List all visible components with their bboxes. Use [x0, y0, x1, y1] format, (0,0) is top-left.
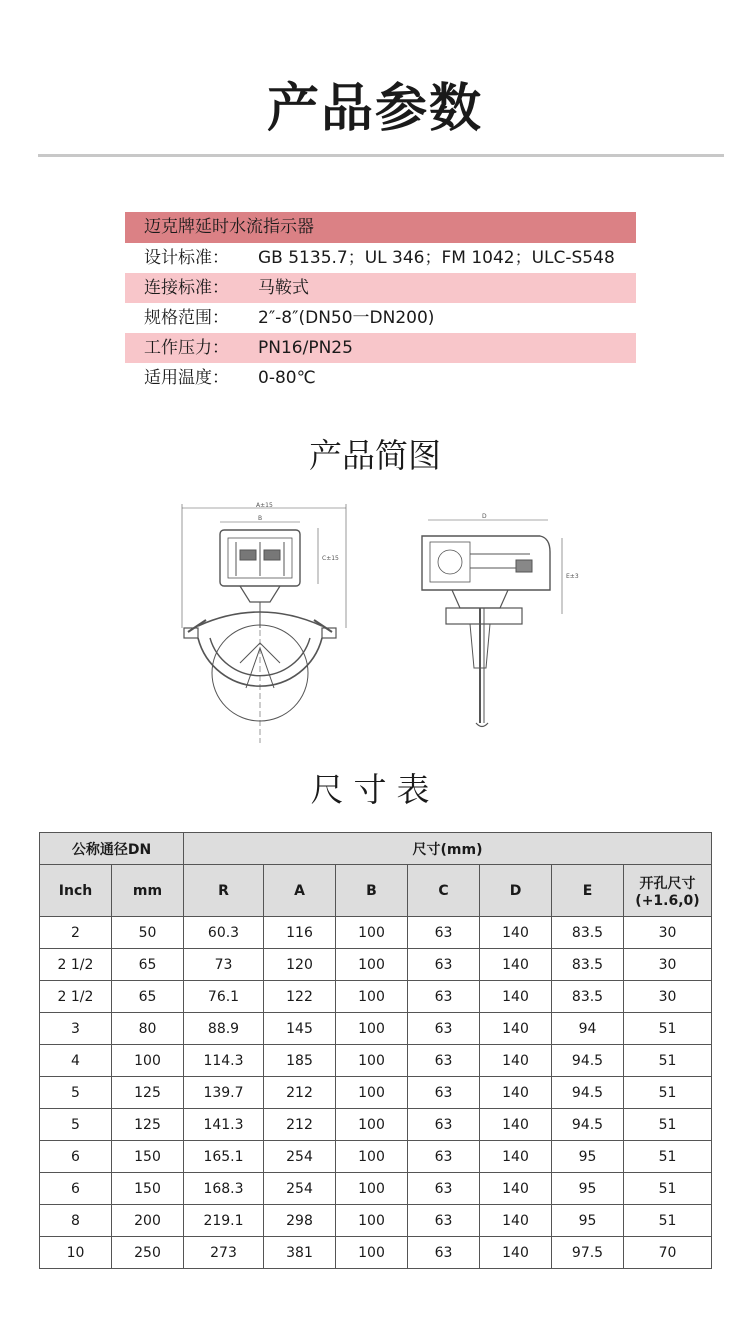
cell-d: 140: [480, 1013, 552, 1045]
cell-b: 100: [336, 917, 408, 949]
cell-hole: 51: [624, 1109, 712, 1141]
cell-a: 212: [264, 1077, 336, 1109]
cell-e: 94.5: [552, 1045, 624, 1077]
table-row: [40, 1173, 712, 1205]
col-b-header: B: [336, 865, 408, 917]
cell-mm: 125: [112, 1077, 184, 1109]
spec-row-connection: [125, 273, 636, 303]
cell-inch: 4: [40, 1045, 112, 1077]
table-row: [40, 1205, 712, 1237]
cell-b: 100: [336, 1045, 408, 1077]
cell-e: 94.5: [552, 1109, 624, 1141]
cell-a: 185: [264, 1045, 336, 1077]
cell-r: 139.7: [184, 1077, 264, 1109]
spec-row-pressure: [125, 333, 636, 363]
cell-a: 122: [264, 981, 336, 1013]
spec-label: 工作压力：: [144, 338, 229, 358]
cell-r: 60.3: [184, 917, 264, 949]
cell-inch: 5: [40, 1109, 112, 1141]
spec-label: 适用温度：: [144, 368, 229, 388]
cell-b: 100: [336, 1077, 408, 1109]
col-inch-header: Inch: [40, 865, 112, 917]
cell-inch: 2: [40, 917, 112, 949]
hole-header-line2: (+1.6,0): [635, 892, 700, 909]
cell-b: 100: [336, 1205, 408, 1237]
cell-a: 120: [264, 949, 336, 981]
spec-label: 设计标准：: [144, 248, 229, 268]
col-e-header: E: [552, 865, 624, 917]
cell-e: 83.5: [552, 949, 624, 981]
product-drawing: [170, 498, 590, 758]
table-row: [40, 981, 712, 1013]
cell-e: 97.5: [552, 1237, 624, 1269]
cell-mm: 100: [112, 1045, 184, 1077]
table-row: [40, 1237, 712, 1269]
cell-hole: 51: [624, 1205, 712, 1237]
col-r-header: R: [184, 865, 264, 917]
cell-c: 63: [408, 1045, 480, 1077]
table-row: [40, 1045, 712, 1077]
group-size-header: 尺寸(mm): [184, 833, 712, 865]
front-view: [182, 502, 346, 743]
drawing-section-title: 产品简图: [309, 436, 441, 475]
cell-d: 140: [480, 1237, 552, 1269]
cell-mm: 50: [112, 917, 184, 949]
cell-hole: 51: [624, 1045, 712, 1077]
cell-c: 63: [408, 1205, 480, 1237]
cell-r: 114.3: [184, 1045, 264, 1077]
cell-e: 95: [552, 1205, 624, 1237]
cell-mm: 65: [112, 949, 184, 981]
cell-a: 381: [264, 1237, 336, 1269]
cell-b: 100: [336, 1141, 408, 1173]
side-view: [422, 513, 579, 727]
cell-d: 140: [480, 949, 552, 981]
dimension-label: B: [258, 515, 263, 522]
col-hole-header: [624, 865, 712, 917]
cell-a: 298: [264, 1205, 336, 1237]
cell-d: 140: [480, 1045, 552, 1077]
spec-value: 2″-8″(DN50一DN200): [258, 308, 435, 328]
cell-r: 168.3: [184, 1173, 264, 1205]
spec-label: 连接标准：: [144, 278, 229, 298]
cell-inch: 3: [40, 1013, 112, 1045]
cell-c: 63: [408, 1077, 480, 1109]
dimension-label: D: [482, 513, 487, 520]
col-a-header: A: [264, 865, 336, 917]
spec-value: 马鞍式: [258, 278, 309, 298]
cell-b: 100: [336, 1237, 408, 1269]
cell-hole: 30: [624, 949, 712, 981]
col-mm-header: mm: [112, 865, 184, 917]
cell-r: 88.9: [184, 1013, 264, 1045]
cell-c: 63: [408, 981, 480, 1013]
cell-d: 140: [480, 1205, 552, 1237]
dimension-label: C±15: [322, 555, 339, 562]
cell-hole: 30: [624, 917, 712, 949]
cell-a: 145: [264, 1013, 336, 1045]
cell-c: 63: [408, 1141, 480, 1173]
cell-inch: 2 1/2: [40, 949, 112, 981]
table-group-header: [40, 833, 712, 865]
cell-r: 73: [184, 949, 264, 981]
cell-c: 63: [408, 1013, 480, 1045]
cell-e: 95: [552, 1173, 624, 1205]
cell-mm: 150: [112, 1173, 184, 1205]
cell-r: 165.1: [184, 1141, 264, 1173]
col-d-header: D: [480, 865, 552, 917]
cell-inch: 2 1/2: [40, 981, 112, 1013]
cell-r: 141.3: [184, 1109, 264, 1141]
page-title: 产品参数: [266, 79, 483, 139]
cell-a: 116: [264, 917, 336, 949]
spec-row-temperature: [125, 363, 636, 393]
dimension-section-title: 尺寸表: [310, 770, 440, 809]
spec-header: 迈克牌延时水流指示器: [125, 212, 636, 243]
spec-value: GB 5135.7；UL 346；FM 1042；ULC-S548: [258, 248, 615, 268]
table-body: [40, 917, 712, 1269]
cell-r: 273: [184, 1237, 264, 1269]
spec-label: 规格范围：: [144, 308, 229, 328]
cell-c: 63: [408, 1109, 480, 1141]
table-row: [40, 1109, 712, 1141]
dimension-label: A±15: [256, 502, 273, 509]
cell-mm: 200: [112, 1205, 184, 1237]
cell-hole: 51: [624, 1141, 712, 1173]
table-row: [40, 1141, 712, 1173]
cell-hole: 51: [624, 1013, 712, 1045]
table-row: [40, 949, 712, 981]
cell-mm: 65: [112, 981, 184, 1013]
cell-e: 83.5: [552, 917, 624, 949]
cell-inch: 6: [40, 1141, 112, 1173]
dimension-label: E±3: [566, 573, 579, 580]
cell-c: 63: [408, 949, 480, 981]
cell-d: 140: [480, 981, 552, 1013]
cell-d: 140: [480, 1173, 552, 1205]
cell-a: 254: [264, 1173, 336, 1205]
cell-inch: 5: [40, 1077, 112, 1109]
cell-hole: 70: [624, 1237, 712, 1269]
cell-d: 140: [480, 1109, 552, 1141]
spec-row-standard: [125, 243, 636, 273]
cell-e: 95: [552, 1141, 624, 1173]
cell-mm: 250: [112, 1237, 184, 1269]
cell-inch: 10: [40, 1237, 112, 1269]
cell-a: 212: [264, 1109, 336, 1141]
cell-hole: 51: [624, 1173, 712, 1205]
cell-mm: 80: [112, 1013, 184, 1045]
cell-inch: 8: [40, 1205, 112, 1237]
cell-b: 100: [336, 1109, 408, 1141]
title-divider: [38, 154, 724, 157]
cell-a: 254: [264, 1141, 336, 1173]
cell-d: 140: [480, 1077, 552, 1109]
cell-r: 219.1: [184, 1205, 264, 1237]
table-column-header: [40, 865, 712, 917]
cell-inch: 6: [40, 1173, 112, 1205]
cell-c: 63: [408, 917, 480, 949]
cell-d: 140: [480, 917, 552, 949]
table-row: [40, 917, 712, 949]
cell-e: 94: [552, 1013, 624, 1045]
spec-panel: [125, 212, 636, 393]
hole-header-line1: 开孔尺寸: [639, 875, 696, 892]
cell-b: 100: [336, 949, 408, 981]
cell-c: 63: [408, 1173, 480, 1205]
spec-row-range: [125, 303, 636, 333]
dimension-table: [39, 832, 712, 1269]
cell-c: 63: [408, 1237, 480, 1269]
cell-e: 83.5: [552, 981, 624, 1013]
cell-r: 76.1: [184, 981, 264, 1013]
cell-b: 100: [336, 1173, 408, 1205]
cell-mm: 150: [112, 1141, 184, 1173]
table-row: [40, 1077, 712, 1109]
table-row: [40, 1013, 712, 1045]
cell-d: 140: [480, 1141, 552, 1173]
cell-b: 100: [336, 981, 408, 1013]
spec-value: 0-80℃: [258, 368, 316, 388]
cell-hole: 51: [624, 1077, 712, 1109]
cell-hole: 30: [624, 981, 712, 1013]
cell-b: 100: [336, 1013, 408, 1045]
col-c-header: C: [408, 865, 480, 917]
group-nominal-header: 公称通径DN: [40, 833, 184, 865]
cell-e: 94.5: [552, 1077, 624, 1109]
cell-mm: 125: [112, 1109, 184, 1141]
spec-value: PN16/PN25: [258, 338, 353, 358]
